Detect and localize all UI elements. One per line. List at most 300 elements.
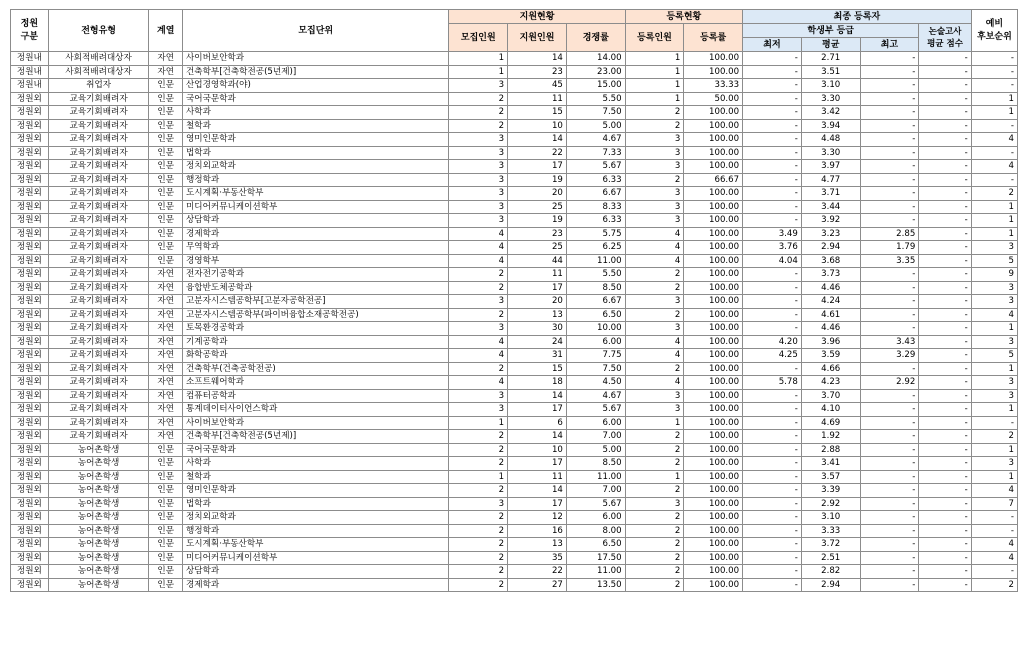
cell-unit: 행정학과 bbox=[183, 173, 449, 187]
cell-registered: 3 bbox=[625, 497, 684, 511]
cell-quota: 4 bbox=[449, 349, 508, 363]
cell-type: 교육기회배려자 bbox=[48, 416, 149, 430]
cell-essay: - bbox=[919, 457, 971, 471]
cell-essay: - bbox=[919, 295, 971, 309]
cell-group: 정원외 bbox=[11, 241, 49, 255]
cell-registered: 3 bbox=[625, 160, 684, 174]
cell-quota: 2 bbox=[449, 511, 508, 525]
cell-group: 정원외 bbox=[11, 430, 49, 444]
cell-quota: 4 bbox=[449, 241, 508, 255]
cell-reserve: 9 bbox=[971, 268, 1017, 282]
cell-reg-rate: 100.00 bbox=[684, 281, 743, 295]
cell-applicants: 23 bbox=[508, 65, 567, 79]
table-row bbox=[11, 281, 1018, 295]
cell-grade-max: 3.35 bbox=[860, 254, 919, 268]
table-row bbox=[11, 106, 1018, 120]
cell-essay: - bbox=[919, 497, 971, 511]
cell-grade-min: - bbox=[743, 200, 802, 214]
cell-registered: 3 bbox=[625, 187, 684, 201]
cell-reserve: 3 bbox=[971, 335, 1017, 349]
cell-type: 교육기회배려자 bbox=[48, 389, 149, 403]
cell-reserve: 3 bbox=[971, 241, 1017, 255]
col-header-reg-rate: 등록률 bbox=[684, 24, 743, 52]
cell-essay: - bbox=[919, 443, 971, 457]
cell-reg-rate: 100.00 bbox=[684, 484, 743, 498]
cell-grade-max: 2.92 bbox=[860, 376, 919, 390]
cell-essay: - bbox=[919, 389, 971, 403]
table-row bbox=[11, 268, 1018, 282]
cell-grade-max: - bbox=[860, 173, 919, 187]
cell-ratio: 4.50 bbox=[566, 376, 625, 390]
cell-quota: 2 bbox=[449, 308, 508, 322]
cell-registered: 2 bbox=[625, 362, 684, 376]
cell-essay: - bbox=[919, 160, 971, 174]
cell-reserve: 7 bbox=[971, 497, 1017, 511]
cell-essay: - bbox=[919, 200, 971, 214]
cell-registered: 4 bbox=[625, 335, 684, 349]
col-header-ratio: 경쟁률 bbox=[566, 24, 625, 52]
cell-grade-avg: 3.23 bbox=[801, 227, 860, 241]
cell-registered: 2 bbox=[625, 578, 684, 592]
section-header-registration: 등록현황 bbox=[625, 10, 742, 24]
cell-grade-avg: 3.70 bbox=[801, 389, 860, 403]
cell-applicants: 13 bbox=[508, 538, 567, 552]
cell-quota: 3 bbox=[449, 497, 508, 511]
cell-type: 농어촌학생 bbox=[48, 578, 149, 592]
cell-grade-max: 3.29 bbox=[860, 349, 919, 363]
cell-registered: 2 bbox=[625, 281, 684, 295]
cell-grade-max: - bbox=[860, 403, 919, 417]
cell-track: 인문 bbox=[149, 79, 183, 93]
cell-ratio: 8.50 bbox=[566, 281, 625, 295]
cell-unit: 사이버보안학과 bbox=[183, 416, 449, 430]
cell-track: 자연 bbox=[149, 52, 183, 66]
cell-essay: - bbox=[919, 416, 971, 430]
cell-group: 정원외 bbox=[11, 565, 49, 579]
cell-ratio: 10.00 bbox=[566, 322, 625, 336]
cell-grade-min: - bbox=[743, 106, 802, 120]
cell-reserve: - bbox=[971, 65, 1017, 79]
cell-grade-avg: 3.42 bbox=[801, 106, 860, 120]
cell-applicants: 25 bbox=[508, 241, 567, 255]
cell-group: 정원외 bbox=[11, 376, 49, 390]
cell-ratio: 6.00 bbox=[566, 511, 625, 525]
cell-grade-min: - bbox=[743, 160, 802, 174]
cell-track: 자연 bbox=[149, 335, 183, 349]
cell-reserve: 1 bbox=[971, 227, 1017, 241]
cell-reg-rate: 100.00 bbox=[684, 160, 743, 174]
cell-reg-rate: 100.00 bbox=[684, 443, 743, 457]
cell-unit: 고분자시스템공학부(파이버융합소재공학전공) bbox=[183, 308, 449, 322]
cell-group: 정원외 bbox=[11, 484, 49, 498]
cell-applicants: 14 bbox=[508, 389, 567, 403]
table-row bbox=[11, 160, 1018, 174]
cell-registered: 4 bbox=[625, 254, 684, 268]
cell-grade-min: - bbox=[743, 52, 802, 66]
table-row bbox=[11, 200, 1018, 214]
cell-quota: 3 bbox=[449, 146, 508, 160]
cell-reserve: 4 bbox=[971, 538, 1017, 552]
cell-grade-min: - bbox=[743, 308, 802, 322]
cell-quota: 2 bbox=[449, 106, 508, 120]
cell-ratio: 5.67 bbox=[566, 497, 625, 511]
table-row bbox=[11, 295, 1018, 309]
cell-track: 자연 bbox=[149, 308, 183, 322]
cell-essay: - bbox=[919, 430, 971, 444]
cell-ratio: 6.00 bbox=[566, 416, 625, 430]
table-row bbox=[11, 335, 1018, 349]
cell-registered: 2 bbox=[625, 551, 684, 565]
col-header-grade-avg: 평균 bbox=[801, 38, 860, 52]
cell-grade-avg: 3.68 bbox=[801, 254, 860, 268]
cell-reserve: 3 bbox=[971, 295, 1017, 309]
cell-type: 교육기회배려자 bbox=[48, 268, 149, 282]
cell-grade-avg: 3.30 bbox=[801, 92, 860, 106]
cell-grade-avg: 3.97 bbox=[801, 160, 860, 174]
cell-grade-max: - bbox=[860, 281, 919, 295]
cell-group: 정원외 bbox=[11, 511, 49, 525]
cell-applicants: 44 bbox=[508, 254, 567, 268]
table-row bbox=[11, 511, 1018, 525]
cell-unit: 건축학부[건축학전공(5년제)] bbox=[183, 65, 449, 79]
cell-reg-rate: 100.00 bbox=[684, 214, 743, 228]
table-row bbox=[11, 389, 1018, 403]
cell-grade-avg: 3.39 bbox=[801, 484, 860, 498]
cell-unit: 경제학과 bbox=[183, 227, 449, 241]
table-row bbox=[11, 443, 1018, 457]
cell-grade-min: 4.20 bbox=[743, 335, 802, 349]
table-row bbox=[11, 551, 1018, 565]
cell-applicants: 17 bbox=[508, 497, 567, 511]
cell-group: 정원외 bbox=[11, 281, 49, 295]
table-row bbox=[11, 79, 1018, 93]
cell-quota: 2 bbox=[449, 362, 508, 376]
cell-applicants: 17 bbox=[508, 160, 567, 174]
cell-unit: 사학과 bbox=[183, 457, 449, 471]
cell-applicants: 19 bbox=[508, 173, 567, 187]
section-header-apply: 지원현황 bbox=[449, 10, 625, 24]
cell-grade-min: - bbox=[743, 187, 802, 201]
cell-essay: - bbox=[919, 92, 971, 106]
cell-registered: 1 bbox=[625, 470, 684, 484]
cell-registered: 2 bbox=[625, 511, 684, 525]
cell-unit: 미디어커뮤니케이션학부 bbox=[183, 200, 449, 214]
cell-registered: 4 bbox=[625, 241, 684, 255]
cell-registered: 2 bbox=[625, 106, 684, 120]
cell-reg-rate: 100.00 bbox=[684, 295, 743, 309]
cell-track: 자연 bbox=[149, 268, 183, 282]
cell-applicants: 13 bbox=[508, 308, 567, 322]
cell-type: 농어촌학생 bbox=[48, 470, 149, 484]
cell-grade-avg: 4.23 bbox=[801, 376, 860, 390]
cell-reg-rate: 100.00 bbox=[684, 65, 743, 79]
cell-reg-rate: 100.00 bbox=[684, 524, 743, 538]
cell-essay: - bbox=[919, 187, 971, 201]
cell-reg-rate: 100.00 bbox=[684, 187, 743, 201]
cell-grade-min: - bbox=[743, 484, 802, 498]
cell-type: 교육기회배려자 bbox=[48, 430, 149, 444]
cell-quota: 1 bbox=[449, 52, 508, 66]
col-header-group: 정원 구분 bbox=[11, 10, 49, 52]
cell-grade-min: - bbox=[743, 511, 802, 525]
cell-reg-rate: 66.67 bbox=[684, 173, 743, 187]
cell-essay: - bbox=[919, 52, 971, 66]
cell-applicants: 6 bbox=[508, 416, 567, 430]
cell-quota: 2 bbox=[449, 119, 508, 133]
cell-essay: - bbox=[919, 538, 971, 552]
cell-group: 정원외 bbox=[11, 106, 49, 120]
cell-reg-rate: 100.00 bbox=[684, 268, 743, 282]
cell-grade-max: - bbox=[860, 65, 919, 79]
cell-registered: 2 bbox=[625, 443, 684, 457]
cell-applicants: 10 bbox=[508, 119, 567, 133]
cell-unit: 소프트웨어학과 bbox=[183, 376, 449, 390]
cell-group: 정원외 bbox=[11, 187, 49, 201]
cell-type: 농어촌학생 bbox=[48, 457, 149, 471]
cell-reserve: 3 bbox=[971, 281, 1017, 295]
cell-reserve: - bbox=[971, 416, 1017, 430]
cell-grade-max: - bbox=[860, 551, 919, 565]
cell-track: 자연 bbox=[149, 349, 183, 363]
cell-grade-min: - bbox=[743, 443, 802, 457]
cell-applicants: 14 bbox=[508, 52, 567, 66]
cell-quota: 1 bbox=[449, 470, 508, 484]
cell-reserve: - bbox=[971, 146, 1017, 160]
cell-unit: 건축학부(건축공학전공) bbox=[183, 362, 449, 376]
col-header-grade-max: 최고 bbox=[860, 38, 919, 52]
cell-applicants: 20 bbox=[508, 187, 567, 201]
cell-track: 자연 bbox=[149, 65, 183, 79]
cell-essay: - bbox=[919, 254, 971, 268]
cell-grade-max: - bbox=[860, 200, 919, 214]
cell-grade-max: 3.43 bbox=[860, 335, 919, 349]
cell-essay: - bbox=[919, 268, 971, 282]
cell-quota: 3 bbox=[449, 187, 508, 201]
col-header-essay: 논술고사 평균 점수 bbox=[919, 24, 971, 52]
cell-quota: 3 bbox=[449, 160, 508, 174]
cell-grade-min: - bbox=[743, 403, 802, 417]
cell-grade-max: - bbox=[860, 362, 919, 376]
cell-reserve: 3 bbox=[971, 457, 1017, 471]
cell-grade-max: - bbox=[860, 308, 919, 322]
cell-track: 인문 bbox=[149, 470, 183, 484]
cell-applicants: 22 bbox=[508, 565, 567, 579]
cell-reg-rate: 100.00 bbox=[684, 538, 743, 552]
cell-registered: 3 bbox=[625, 295, 684, 309]
cell-ratio: 6.33 bbox=[566, 214, 625, 228]
cell-registered: 1 bbox=[625, 52, 684, 66]
cell-group: 정원외 bbox=[11, 268, 49, 282]
cell-grade-avg: 3.44 bbox=[801, 200, 860, 214]
cell-unit: 도시계획·부동산학부 bbox=[183, 538, 449, 552]
cell-reserve: 4 bbox=[971, 160, 1017, 174]
cell-grade-avg: 1.92 bbox=[801, 430, 860, 444]
table-row bbox=[11, 254, 1018, 268]
cell-reserve: 1 bbox=[971, 443, 1017, 457]
cell-quota: 2 bbox=[449, 484, 508, 498]
cell-unit: 토목환경공학과 bbox=[183, 322, 449, 336]
cell-track: 인문 bbox=[149, 106, 183, 120]
cell-type: 교육기회배려자 bbox=[48, 187, 149, 201]
cell-applicants: 30 bbox=[508, 322, 567, 336]
cell-ratio: 8.00 bbox=[566, 524, 625, 538]
cell-grade-avg: 3.10 bbox=[801, 79, 860, 93]
cell-ratio: 7.33 bbox=[566, 146, 625, 160]
table-row bbox=[11, 214, 1018, 228]
cell-applicants: 27 bbox=[508, 578, 567, 592]
cell-ratio: 4.67 bbox=[566, 133, 625, 147]
cell-group: 정원외 bbox=[11, 146, 49, 160]
cell-group: 정원외 bbox=[11, 524, 49, 538]
cell-quota: 2 bbox=[449, 443, 508, 457]
cell-essay: - bbox=[919, 484, 971, 498]
cell-grade-max: - bbox=[860, 389, 919, 403]
cell-reserve: - bbox=[971, 565, 1017, 579]
cell-unit: 상담학과 bbox=[183, 565, 449, 579]
cell-ratio: 5.00 bbox=[566, 119, 625, 133]
cell-applicants: 45 bbox=[508, 79, 567, 93]
cell-track: 인문 bbox=[149, 92, 183, 106]
cell-essay: - bbox=[919, 308, 971, 322]
cell-grade-avg: 4.77 bbox=[801, 173, 860, 187]
cell-group: 정원외 bbox=[11, 362, 49, 376]
table-body bbox=[11, 52, 1018, 592]
cell-essay: - bbox=[919, 578, 971, 592]
cell-grade-avg: 3.10 bbox=[801, 511, 860, 525]
cell-unit: 경영학부 bbox=[183, 254, 449, 268]
cell-group: 정원내 bbox=[11, 65, 49, 79]
cell-registered: 1 bbox=[625, 65, 684, 79]
cell-quota: 2 bbox=[449, 457, 508, 471]
cell-group: 정원외 bbox=[11, 227, 49, 241]
cell-registered: 2 bbox=[625, 430, 684, 444]
cell-reg-rate: 100.00 bbox=[684, 430, 743, 444]
cell-group: 정원외 bbox=[11, 416, 49, 430]
cell-reg-rate: 100.00 bbox=[684, 146, 743, 160]
cell-ratio: 6.50 bbox=[566, 538, 625, 552]
cell-grade-min: 3.76 bbox=[743, 241, 802, 255]
cell-group: 정원외 bbox=[11, 254, 49, 268]
cell-ratio: 7.50 bbox=[566, 106, 625, 120]
cell-quota: 4 bbox=[449, 227, 508, 241]
table-row bbox=[11, 376, 1018, 390]
table-row bbox=[11, 119, 1018, 133]
cell-track: 인문 bbox=[149, 241, 183, 255]
cell-applicants: 19 bbox=[508, 214, 567, 228]
cell-ratio: 6.50 bbox=[566, 308, 625, 322]
cell-track: 자연 bbox=[149, 416, 183, 430]
cell-quota: 3 bbox=[449, 403, 508, 417]
cell-ratio: 11.00 bbox=[566, 254, 625, 268]
cell-track: 인문 bbox=[149, 119, 183, 133]
cell-grade-max: - bbox=[860, 268, 919, 282]
cell-group: 정원외 bbox=[11, 335, 49, 349]
cell-group: 정원외 bbox=[11, 308, 49, 322]
cell-reg-rate: 100.00 bbox=[684, 106, 743, 120]
cell-applicants: 22 bbox=[508, 146, 567, 160]
cell-grade-min: - bbox=[743, 92, 802, 106]
table-row bbox=[11, 470, 1018, 484]
cell-type: 교육기회배려자 bbox=[48, 173, 149, 187]
cell-grade-avg: 4.48 bbox=[801, 133, 860, 147]
cell-grade-min: - bbox=[743, 65, 802, 79]
cell-track: 인문 bbox=[149, 160, 183, 174]
cell-reserve: 2 bbox=[971, 430, 1017, 444]
cell-grade-avg: 3.71 bbox=[801, 187, 860, 201]
section-header-final: 최종 등록자 bbox=[743, 10, 972, 24]
cell-group: 정원외 bbox=[11, 322, 49, 336]
cell-track: 자연 bbox=[149, 362, 183, 376]
cell-quota: 3 bbox=[449, 214, 508, 228]
cell-quota: 2 bbox=[449, 92, 508, 106]
cell-applicants: 17 bbox=[508, 457, 567, 471]
cell-group: 정원외 bbox=[11, 443, 49, 457]
cell-quota: 2 bbox=[449, 551, 508, 565]
cell-grade-min: - bbox=[743, 146, 802, 160]
cell-grade-min: - bbox=[743, 497, 802, 511]
cell-grade-max: - bbox=[860, 416, 919, 430]
table-row bbox=[11, 227, 1018, 241]
cell-unit: 화학공학과 bbox=[183, 349, 449, 363]
cell-track: 인문 bbox=[149, 457, 183, 471]
cell-registered: 2 bbox=[625, 484, 684, 498]
col-header-grade-min: 최저 bbox=[743, 38, 802, 52]
col-header-applicants: 지원인원 bbox=[508, 24, 567, 52]
cell-grade-min: 4.25 bbox=[743, 349, 802, 363]
table-row bbox=[11, 133, 1018, 147]
cell-unit: 고분자시스템공학부[고분자공학전공] bbox=[183, 295, 449, 309]
cell-track: 인문 bbox=[149, 146, 183, 160]
cell-grade-max: - bbox=[860, 160, 919, 174]
cell-type: 교육기회배려자 bbox=[48, 349, 149, 363]
cell-reg-rate: 100.00 bbox=[684, 389, 743, 403]
cell-reserve: 1 bbox=[971, 214, 1017, 228]
cell-quota: 3 bbox=[449, 389, 508, 403]
cell-reg-rate: 100.00 bbox=[684, 470, 743, 484]
table-row bbox=[11, 524, 1018, 538]
cell-grade-min: - bbox=[743, 578, 802, 592]
cell-essay: - bbox=[919, 227, 971, 241]
cell-group: 정원외 bbox=[11, 457, 49, 471]
cell-unit: 무역학과 bbox=[183, 241, 449, 255]
cell-grade-min: - bbox=[743, 133, 802, 147]
table-row bbox=[11, 92, 1018, 106]
cell-type: 교육기회배려자 bbox=[48, 362, 149, 376]
cell-ratio: 7.00 bbox=[566, 430, 625, 444]
cell-reserve: - bbox=[971, 79, 1017, 93]
cell-grade-min: - bbox=[743, 281, 802, 295]
cell-track: 인문 bbox=[149, 538, 183, 552]
cell-grade-avg: 2.71 bbox=[801, 52, 860, 66]
cell-grade-max: - bbox=[860, 214, 919, 228]
cell-grade-avg: 3.94 bbox=[801, 119, 860, 133]
col-header-track: 계열 bbox=[149, 10, 183, 52]
cell-ratio: 5.50 bbox=[566, 268, 625, 282]
cell-grade-min: - bbox=[743, 565, 802, 579]
cell-applicants: 17 bbox=[508, 403, 567, 417]
cell-type: 농어촌학생 bbox=[48, 497, 149, 511]
cell-reg-rate: 100.00 bbox=[684, 133, 743, 147]
cell-grade-max: - bbox=[860, 443, 919, 457]
cell-registered: 3 bbox=[625, 403, 684, 417]
cell-ratio: 6.67 bbox=[566, 295, 625, 309]
cell-essay: - bbox=[919, 335, 971, 349]
cell-reg-rate: 100.00 bbox=[684, 241, 743, 255]
cell-grade-max: - bbox=[860, 146, 919, 160]
cell-unit: 기계공학과 bbox=[183, 335, 449, 349]
cell-type: 교육기회배려자 bbox=[48, 160, 149, 174]
cell-ratio: 6.25 bbox=[566, 241, 625, 255]
